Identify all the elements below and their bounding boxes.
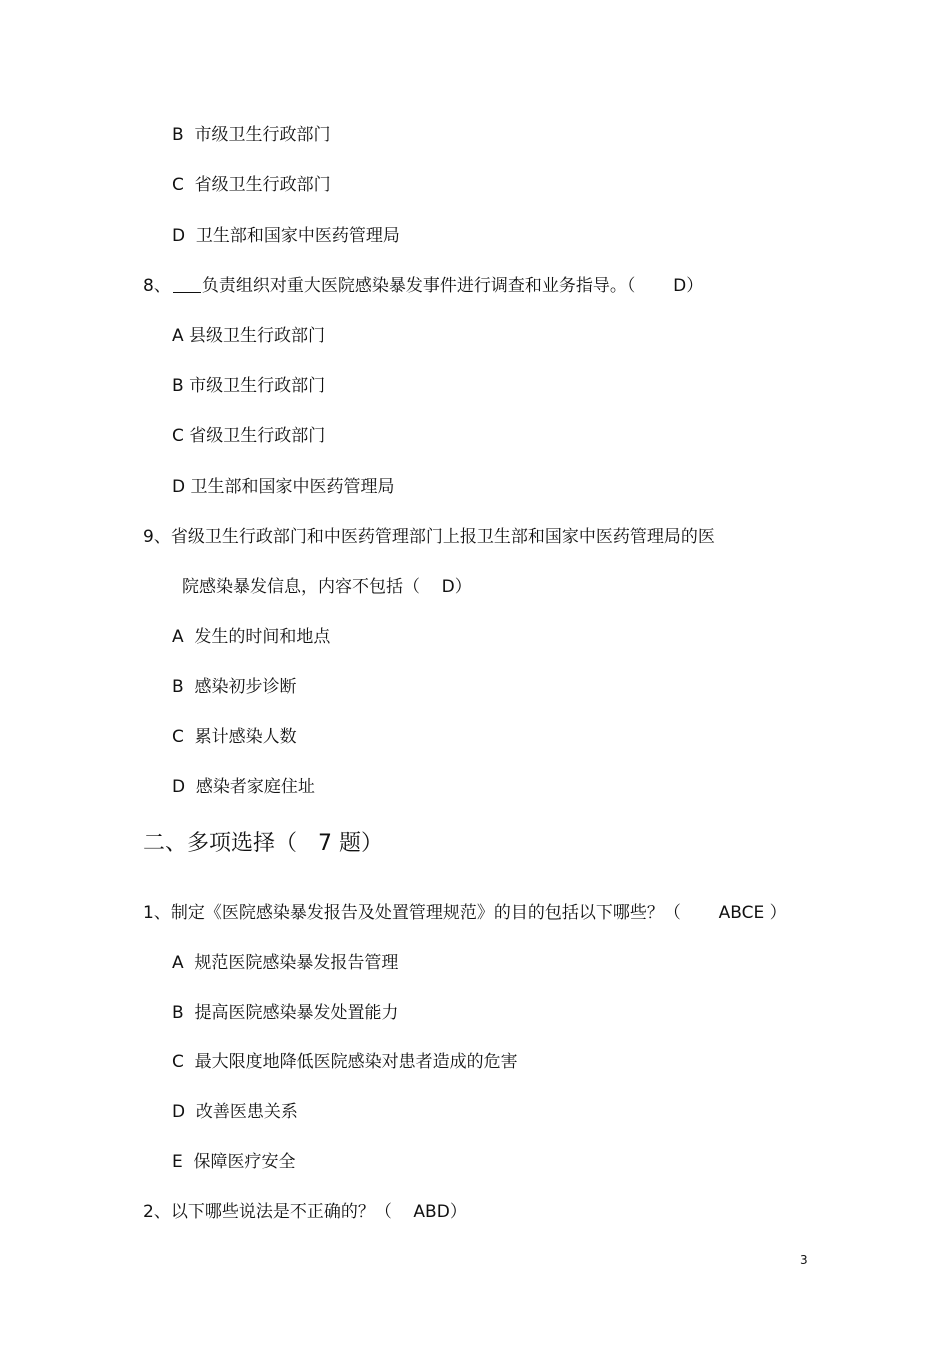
q9-option-a: A 发生的时间和地点 (172, 627, 331, 647)
q9-question-line2: 院感染暴发信息，内容不包括（ D） (182, 577, 472, 597)
q9-option-b: B 感染初步诊断 (172, 677, 297, 697)
q7-option-d: D 卫生部和国家中医药管理局 (172, 226, 400, 246)
q8-blank (173, 276, 201, 293)
q7-option-c: C 省级卫生行政部门 (172, 175, 331, 195)
q8-text: 负责组织对重大医院感染暴发事件进行调查和业务指导。（ D） (201, 276, 704, 296)
q8-number: 8、 (143, 276, 171, 296)
q8-option-b: B 市级卫生行政部门 (172, 376, 326, 396)
m1-option-b: B 提高医院感染暴发处置能力 (172, 1003, 399, 1023)
m1-option-a: A 规范医院感染暴发报告管理 (172, 953, 399, 973)
q9-option-d: D 感染者家庭住址 (172, 777, 315, 797)
q8-option-c: C 省级卫生行政部门 (172, 426, 326, 446)
q8-question (143, 275, 703, 297)
m1-option-d: D 改善医患关系 (172, 1102, 298, 1122)
m1-option-c: C 最大限度地降低医院感染对患者造成的危害 (172, 1052, 518, 1072)
q8-option-d: D 卫生部和国家中医药管理局 (172, 477, 395, 497)
m1-option-e: E 保障医疗安全 (172, 1152, 296, 1172)
q9-option-c: C 累计感染人数 (172, 727, 297, 747)
q8-option-a: A 县级卫生行政部门 (172, 326, 326, 346)
m2-question: 2、以下哪些说法是不正确的？（ ABD） (143, 1202, 467, 1222)
section-heading-multiple-choice: 二、多项选择（ 7 题） (143, 831, 383, 856)
q9-question-line1: 9、省级卫生行政部门和中医药管理部门上报卫生部和国家中医药管理局的医 (143, 527, 715, 547)
q7-option-b: B 市级卫生行政部门 (172, 125, 331, 145)
m1-question: 1、制定《医院感染暴发报告及处置管理规范》的目的包括以下哪些？（ ABCE ） (143, 903, 787, 923)
page-number: 3 (800, 1253, 808, 1267)
